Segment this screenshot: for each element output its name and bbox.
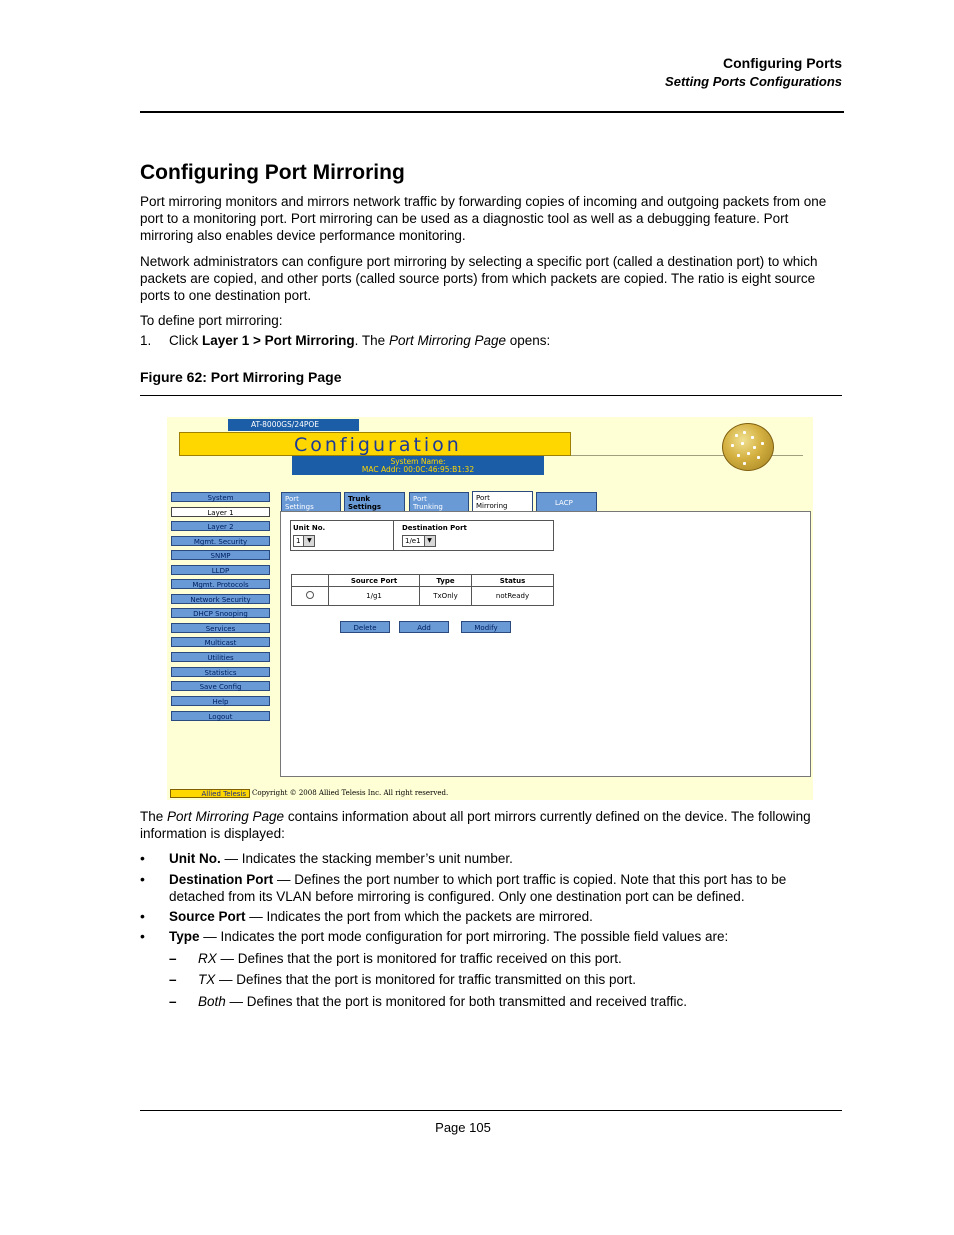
port-mirroring-screenshot [167, 417, 813, 800]
nav-lldp[interactable]: LLDP [171, 565, 270, 575]
destination-port-label: Destination Port [402, 524, 467, 532]
mirroring-table [291, 574, 554, 606]
cell-type: TxOnly [420, 587, 472, 606]
bullet-icon: • [140, 871, 145, 887]
model-label: AT-8000GS/24POE [228, 419, 359, 431]
step-text: Click Layer 1 > Port Mirroring. The Port Mirroring Page opens: [169, 333, 551, 348]
after-figure-paragraph: The Port Mirroring Page contains information about all port mirrors currently defined on the device. The following information is displayed: [140, 809, 811, 841]
dropdown-arrow-icon: ▼ [424, 536, 435, 546]
nav-snmp[interactable]: SNMP [171, 550, 270, 560]
running-header-chapter: Configuring Ports [723, 55, 842, 71]
nav-utilities[interactable]: Utilities [171, 652, 270, 662]
nav-layer-2[interactable]: Layer 2 [171, 521, 270, 531]
header-rule [140, 111, 844, 113]
bullet-icon: • [140, 908, 145, 924]
row-select-radio[interactable] [306, 591, 314, 599]
nav-save-config[interactable]: Save Config [171, 681, 270, 691]
delete-button[interactable]: Delete [340, 621, 390, 633]
system-name: System Name: [390, 457, 446, 466]
bullet-icon: • [140, 928, 145, 944]
nav-dhcp-snooping[interactable]: DHCP Snooping [171, 608, 270, 618]
nav-help[interactable]: Help [171, 696, 270, 706]
dash-icon: – [169, 951, 177, 966]
selection-table [290, 520, 554, 551]
tab-trunk-settings[interactable]: Trunk Settings [344, 492, 405, 511]
step-number: 1. [140, 333, 152, 348]
mac-address: MAC Addr: 00:0C:46:95:B1:32 [361, 465, 475, 474]
page-number: Page 105 [435, 1120, 491, 1135]
configuration-banner: Configuration [179, 432, 571, 456]
tab-port-trunking[interactable]: Port Trunking [409, 492, 469, 511]
col-header-status: Status [472, 575, 554, 587]
bullet-icon: • [140, 850, 145, 866]
add-button[interactable]: Add [399, 621, 449, 633]
nav-services[interactable]: Services [171, 623, 270, 633]
nav-system[interactable]: System [171, 492, 270, 502]
allied-telesis-logo: Allied Telesis [170, 789, 250, 798]
system-info-box [292, 456, 544, 475]
modify-button[interactable]: Modify [461, 621, 511, 633]
nav-layer-1[interactable]: Layer 1 [171, 507, 270, 517]
intro-paragraph-1: Port mirroring monitors and mirrors network traffic by forwarding copies of incoming and outgoing packets from one port to a monitoring port. Port mirroring can be used as a diagnostic tool as well as a debugging feature. Port mirroring also enables device performance monitoring. [140, 194, 827, 243]
section-title: Configuring Port Mirroring [140, 161, 405, 184]
tab-lacp[interactable]: LACP [536, 492, 597, 511]
col-header-source-port: Source Port [329, 575, 420, 587]
nav-logout[interactable]: Logout [171, 711, 270, 721]
nav-mgmt-protocols[interactable]: Mgmt. Protocols [171, 579, 270, 589]
cell-status: notReady [472, 587, 554, 606]
content-panel [280, 511, 811, 777]
tab-port-settings[interactable]: Port Settings [281, 492, 341, 511]
cell-source-port: 1/g1 [329, 587, 420, 606]
table-row [292, 587, 554, 606]
intro-paragraph-2: Network administrators can configure port mirroring by selecting a specific port (called a destination port) to which packets are copied, and other ports (called source ports) from which packets are copied. The ratio is eight source ports to one destination port. [140, 254, 818, 303]
footer-rule [140, 1110, 842, 1111]
globe-logo-icon [722, 423, 774, 471]
running-header-section: Setting Ports Configurations [665, 74, 842, 89]
nav-mgmt-security[interactable]: Mgmt. Security [171, 536, 270, 546]
nav-network-security[interactable]: Network Security [171, 594, 270, 604]
dropdown-arrow-icon: ▼ [303, 536, 314, 546]
intro-paragraph-3: To define port mirroring: [140, 313, 283, 328]
unit-no-select[interactable]: 1 ▼ [293, 535, 315, 547]
figure-rule [140, 395, 842, 396]
unit-no-label: Unit No. [293, 524, 326, 532]
dash-icon: – [169, 994, 177, 1009]
figure-caption: Figure 62: Port Mirroring Page [140, 369, 342, 385]
col-header-type: Type [420, 575, 472, 587]
copyright-text: Copyright © 2008 Allied Telesis Inc. All right reserved. [252, 789, 449, 797]
tab-port-mirroring[interactable]: Port Mirroring [472, 491, 533, 512]
destination-port-select[interactable]: 1/e1 ▼ [402, 535, 436, 547]
nav-multicast[interactable]: Multicast [171, 637, 270, 647]
nav-statistics[interactable]: Statistics [171, 667, 270, 677]
dash-icon: – [169, 972, 177, 987]
